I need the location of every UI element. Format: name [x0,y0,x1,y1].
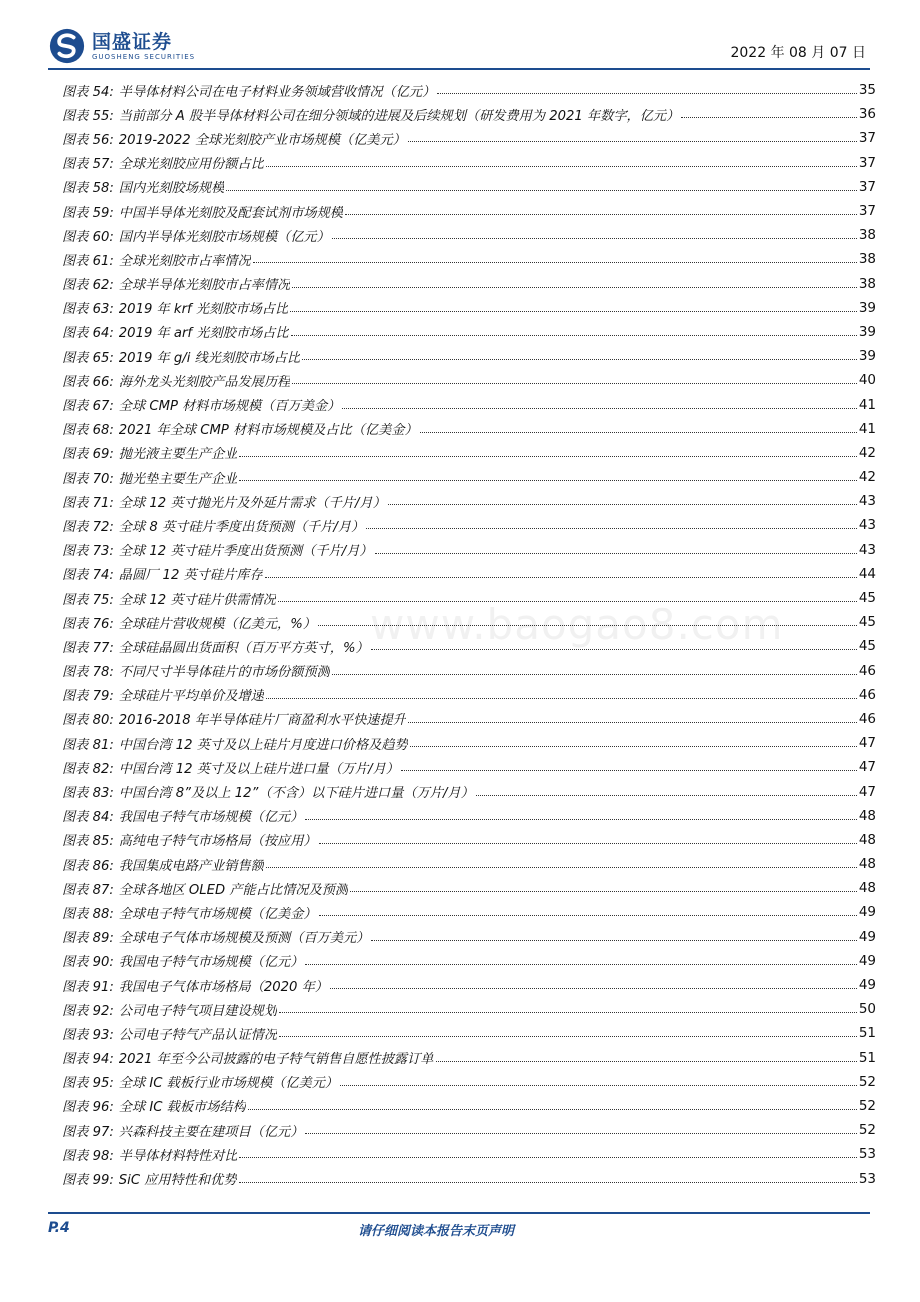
toc-entry[interactable] [62,489,876,513]
toc-entry-label: 图表 72: [62,519,114,535]
toc-entry-title: 当前部分 A 股半导体材料公司在细分领域的进展及后续规划（研发费用为 2021 年数字，亿元） [118,108,680,124]
toc-entry[interactable] [62,1166,876,1190]
toc-dot-leader [305,818,856,820]
toc-dot-leader [401,769,857,771]
toc-entry-title: 抛光垫主要生产企业 [118,471,238,487]
toc-entry-title: 公司电子特气项目建设规划 [118,1003,278,1019]
toc-entry-title: 全球光刻胶应用份额占比 [118,157,264,173]
toc-entry[interactable] [62,949,876,973]
toc-entry[interactable] [62,126,876,150]
toc-entry-title: 全球 8 英寸硅片季度出货预测（千片/月） [118,519,365,535]
toc-entry-title: 公司电子特气产品认证情况 [118,1027,278,1043]
toc-entry[interactable] [62,1142,876,1166]
toc-entry-title: 全球硅片平均单价及增速 [118,689,264,705]
toc-entry-page: 49 [858,904,876,921]
toc-entry-page: 50 [858,1001,876,1018]
toc-entry-page: 38 [858,251,876,268]
toc-entry[interactable] [62,876,876,900]
toc-dot-leader [332,237,857,239]
toc-dot-leader [476,794,857,796]
toc-dot-leader [292,286,857,288]
company-name-en: GUOSHENG SECURITIES [92,52,196,61]
toc-entry-title: SiC 应用特性和优势 [118,1173,237,1189]
toc-entry-page: 43 [858,493,876,510]
toc-entry-page: 37 [858,203,876,220]
toc-entry-page: 37 [858,178,876,195]
toc-entry-page: 52 [858,1122,876,1139]
toc-entry-page: 41 [858,396,876,413]
toc-entry-label: 图表 61: [62,253,114,269]
company-name-cn: 国盛证券 [92,30,173,53]
toc-entry-page: 39 [858,348,876,365]
toc-entry[interactable] [62,320,876,344]
toc-entry-title: 全球 12 英寸硅片供需情况 [118,592,276,608]
toc-dot-leader [302,358,857,360]
page-header [48,24,870,70]
toc-entry-label: 图表 95: [62,1076,114,1092]
toc-entry-label: 图表 64: [62,326,114,342]
toc-entry[interactable] [62,562,876,586]
toc-entry-label: 图表 83: [62,786,114,802]
toc-entry-label: 图表 80: [62,713,114,729]
toc-entry-label: 图表 56: [62,132,114,148]
toc-dot-leader [305,1132,856,1134]
toc-entry-label: 图表 99: [62,1173,114,1189]
toc-entry-page: 45 [858,590,876,607]
toc-entry-page: 43 [858,517,876,534]
toc-entry[interactable] [62,659,876,683]
toc-entry-title: 中国半导体光刻胶及配套试剂市场规模 [118,205,343,221]
toc-entry-page: 42 [858,444,876,461]
toc-dot-leader [292,382,857,384]
toc-entry-page: 38 [858,275,876,292]
toc-entry-label: 图表 69: [62,447,114,463]
toc-dot-leader [371,939,856,941]
toc-entry-label: 图表 57: [62,157,114,173]
toc-entry-label: 图表 96: [62,1100,114,1116]
toc-dot-leader [342,407,856,409]
toc-entry[interactable] [62,925,876,949]
toc-entry[interactable] [62,272,876,296]
toc-dot-leader [375,552,857,554]
toc-dot-leader [410,745,857,747]
toc-entry-title: 晶圆厂 12 英寸硅片库存 [118,568,263,584]
toc-entry[interactable] [62,731,876,755]
toc-entry-page: 35 [858,82,876,99]
toc-dot-leader [319,914,857,916]
toc-dot-leader [332,673,857,675]
toc-entry-title: 半导体材料公司在电子材料业务领域营收情况（亿元） [118,84,436,100]
table-of-figures [62,78,876,1191]
toc-entry[interactable] [62,368,876,392]
toc-entry-label: 图表 88: [62,906,114,922]
toc-entry-label: 图表 74: [62,568,114,584]
toc-dot-leader [266,165,857,167]
toc-entry[interactable] [62,1046,876,1070]
toc-entry[interactable] [62,223,876,247]
toc-entry-label: 图表 55: [62,108,114,124]
toc-entry-label: 图表 63: [62,302,114,318]
toc-entry-label: 图表 54: [62,84,114,100]
toc-entry-title: 海外龙头光刻胶产品发展历程 [118,374,291,390]
toc-entry-page: 41 [858,420,876,437]
toc-entry-page: 49 [858,928,876,945]
toc-entry-label: 图表 58: [62,181,114,197]
toc-entry-title: 全球半导体光刻胶市占率情况 [118,278,291,294]
toc-entry-title: 全球各地区 OLED 产能占比情况及预测 [118,882,349,898]
toc-entry[interactable] [62,973,876,997]
toc-entry-title: 全球硅片营收规模（亿美元，%） [118,616,316,632]
toc-dot-leader [239,1181,857,1183]
toc-entry-page: 51 [858,1025,876,1042]
toc-entry-page: 47 [858,735,876,752]
page-footer [48,1212,870,1242]
toc-entry-label: 图表 81: [62,737,114,753]
toc-dot-leader [278,600,857,602]
toc-entry-title: 全球 IC 载板行业市场规模（亿美元） [118,1076,339,1092]
toc-entry-page: 46 [858,662,876,679]
toc-entry[interactable] [62,199,876,223]
toc-entry-title: 中国台湾 12 英寸及以上硅片月度进口价格及趋势 [118,737,408,753]
toc-dot-leader [436,1060,857,1062]
toc-entry-label: 图表 71: [62,495,114,511]
toc-entry-label: 图表 70: [62,471,114,487]
toc-dot-leader [319,842,857,844]
toc-entry[interactable] [62,755,876,779]
toc-entry-title: 2019 年 arf 光刻胶市场占比 [118,326,289,342]
watermark: www.baogao8.com [370,600,784,649]
toc-entry-label: 图表 98: [62,1148,114,1164]
toc-entry-label: 图表 78: [62,665,114,681]
toc-dot-leader [420,431,857,433]
toc-entry-label: 图表 75: [62,592,114,608]
toc-entry-page: 45 [858,614,876,631]
toc-entry-label: 图表 59: [62,205,114,221]
toc-entry-title: 全球 IC 载板市场结构 [118,1100,246,1116]
toc-entry[interactable] [62,465,876,489]
toc-entry-page: 39 [858,299,876,316]
toc-entry[interactable] [62,1070,876,1094]
toc-entry-label: 图表 77: [62,640,114,656]
toc-entry[interactable] [62,151,876,175]
toc-entry-page: 43 [858,541,876,558]
toc-dot-leader [345,213,857,215]
toc-entry-page: 48 [858,856,876,873]
toc-entry-label: 图表 97: [62,1124,114,1140]
toc-entry-page: 48 [858,807,876,824]
toc-entry-page: 47 [858,783,876,800]
toc-entry[interactable] [62,610,876,634]
toc-entry-page: 37 [858,130,876,147]
toc-entry-label: 图表 60: [62,229,114,245]
toc-entry-title: 全球 12 英寸硅片季度出货预测（千片/月） [118,544,373,560]
toc-entry-title: 全球 12 英寸抛光片及外延片需求（千片/月） [118,495,386,511]
report-date: 2022 年 08 月 07 日 [730,45,866,61]
toc-entry-page: 53 [858,1170,876,1187]
toc-entry[interactable] [62,804,876,828]
toc-entry[interactable] [62,634,876,658]
toc-entry[interactable] [62,247,876,271]
toc-entry-title: 不同尺寸半导体硅片的市场份额预测 [118,665,330,681]
toc-dot-leader [266,866,857,868]
toc-entry-page: 52 [858,1097,876,1114]
toc-entry[interactable] [62,852,876,876]
toc-entry-label: 图表 84: [62,810,114,826]
toc-entry-title: 我国电子特气市场规模（亿元） [118,810,304,826]
toc-entry-page: 51 [858,1049,876,1066]
toc-entry-label: 图表 67: [62,399,114,415]
toc-dot-leader [279,1035,857,1037]
toc-entry-page: 46 [858,686,876,703]
toc-entry-label: 图表 85: [62,834,114,850]
toc-dot-leader [290,310,857,312]
toc-dot-leader [305,963,856,965]
toc-entry-title: 中国台湾 8”及以上 12”（不含）以下硅片进口量（万片/月） [118,786,474,802]
toc-dot-leader [239,1156,856,1158]
toc-entry[interactable] [62,1021,876,1045]
toc-entry-title: 全球电子特气市场规模（亿美金） [118,906,317,922]
toc-entry-page: 46 [858,710,876,727]
toc-entry-title: 2019 年 krf 光刻胶市场占比 [118,302,289,318]
toc-entry-title: 我国电子气体市场格局（2020 年） [118,979,328,995]
toc-entry-label: 图表 68: [62,423,114,439]
toc-entry-page: 36 [858,106,876,123]
toc-entry[interactable] [62,513,876,537]
company-logo [48,26,195,66]
page-number: P.4 [48,1220,70,1236]
toc-entry-label: 图表 76: [62,616,114,632]
toc-entry-page: 47 [858,759,876,776]
disclaimer-text: 请仔细阅读本报告末页声明 [358,1224,515,1239]
toc-entry-page: 49 [858,952,876,969]
toc-dot-leader [253,261,857,263]
toc-entry[interactable] [62,392,876,416]
toc-entry-page: 52 [858,1073,876,1090]
toc-entry-title: 2021 年全球 CMP 材料市场规模及占比（亿美金） [118,423,418,439]
toc-entry[interactable] [62,78,876,102]
toc-entry-page: 53 [858,1146,876,1163]
toc-dot-leader [437,92,857,94]
toc-entry-title: 高纯电子特气市场格局（按应用） [118,834,317,850]
toc-entry-label: 图表 73: [62,544,114,560]
toc-dot-leader [266,697,857,699]
toc-entry[interactable] [62,538,876,562]
guosheng-logo-icon [48,27,86,65]
toc-entry-page: 44 [858,565,876,582]
toc-entry[interactable] [62,997,876,1021]
toc-entry-title: 全球光刻胶市占率情况 [118,253,251,269]
toc-entry[interactable] [62,102,876,126]
toc-entry[interactable] [62,586,876,610]
toc-dot-leader [279,1011,857,1013]
toc-entry-label: 图表 90: [62,955,114,971]
toc-entry-title: 国内半导体光刻胶市场规模（亿元） [118,229,330,245]
toc-entry-label: 图表 82: [62,761,114,777]
toc-entry-page: 48 [858,880,876,897]
toc-dot-leader [330,987,857,989]
toc-entry-title: 全球电子气体市场规模及预测（百万美元） [118,931,370,947]
toc-entry-title: 全球硅晶圆出货面积（百万平方英寸，%） [118,640,369,656]
toc-dot-leader [388,503,857,505]
toc-entry-label: 图表 65: [62,350,114,366]
toc-entry-page: 42 [858,469,876,486]
toc-entry[interactable] [62,707,876,731]
toc-entry-title: 兴森科技主要在建项目（亿元） [118,1124,304,1140]
toc-entry[interactable] [62,1118,876,1142]
toc-entry[interactable] [62,900,876,924]
toc-entry-page: 38 [858,227,876,244]
toc-entry[interactable] [62,344,876,368]
toc-entry[interactable] [62,441,876,465]
toc-dot-leader [226,189,857,191]
toc-dot-leader [340,1084,857,1086]
toc-dot-leader [408,721,857,723]
toc-entry-title: 全球 CMP 材料市场规模（百万美金） [118,399,341,415]
toc-dot-leader [681,116,857,118]
toc-entry-title: 2016-2018 年半导体硅片厂商盈利水平快速提升 [118,713,406,729]
toc-entry-title: 国内光刻胶场规模 [118,181,225,197]
toc-entry[interactable] [62,779,876,803]
toc-entry-label: 图表 92: [62,1003,114,1019]
toc-dot-leader [371,648,857,650]
toc-entry[interactable] [62,417,876,441]
toc-entry[interactable] [62,175,876,199]
toc-entry-title: 2019 年 g/i 线光刻胶市场占比 [118,350,301,366]
toc-entry-label: 图表 66: [62,374,114,390]
toc-entry-title: 我国集成电路产业销售额 [118,858,264,874]
toc-entry-label: 图表 87: [62,882,114,898]
toc-entry-title: 半导体材料特性对比 [118,1148,238,1164]
toc-entry-label: 图表 79: [62,689,114,705]
toc-entry-title: 抛光液主要生产企业 [118,447,238,463]
toc-entry-title: 2021 年至今公司披露的电子特气销售自愿性披露订单 [118,1052,434,1068]
toc-entry-page: 49 [858,977,876,994]
toc-entry-label: 图表 62: [62,278,114,294]
toc-dot-leader [408,140,857,142]
toc-dot-leader [318,624,857,626]
toc-entry-label: 图表 94: [62,1052,114,1068]
toc-entry-label: 图表 86: [62,858,114,874]
toc-entry-label: 图表 89: [62,931,114,947]
toc-dot-leader [265,576,857,578]
toc-dot-leader [248,1108,857,1110]
toc-entry-label: 图表 91: [62,979,114,995]
toc-entry[interactable] [62,296,876,320]
toc-entry[interactable] [62,828,876,852]
toc-dot-leader [291,334,857,336]
toc-entry-title: 我国电子特气市场规模（亿元） [118,955,304,971]
toc-entry-title: 2019-2022 全球光刻胶产业市场规模（亿美元） [118,132,406,148]
toc-entry-title: 中国台湾 12 英寸及以上硅片进口量（万片/月） [118,761,399,777]
toc-entry[interactable] [62,1094,876,1118]
toc-entry[interactable] [62,683,876,707]
toc-entry-page: 37 [858,154,876,171]
toc-dot-leader [350,890,857,892]
toc-entry-label: 图表 93: [62,1027,114,1043]
toc-dot-leader [239,455,856,457]
toc-entry-page: 45 [858,638,876,655]
toc-dot-leader [366,527,857,529]
toc-entry-page: 48 [858,831,876,848]
toc-dot-leader [239,479,856,481]
toc-entry-page: 39 [858,323,876,340]
toc-entry-page: 40 [858,372,876,389]
